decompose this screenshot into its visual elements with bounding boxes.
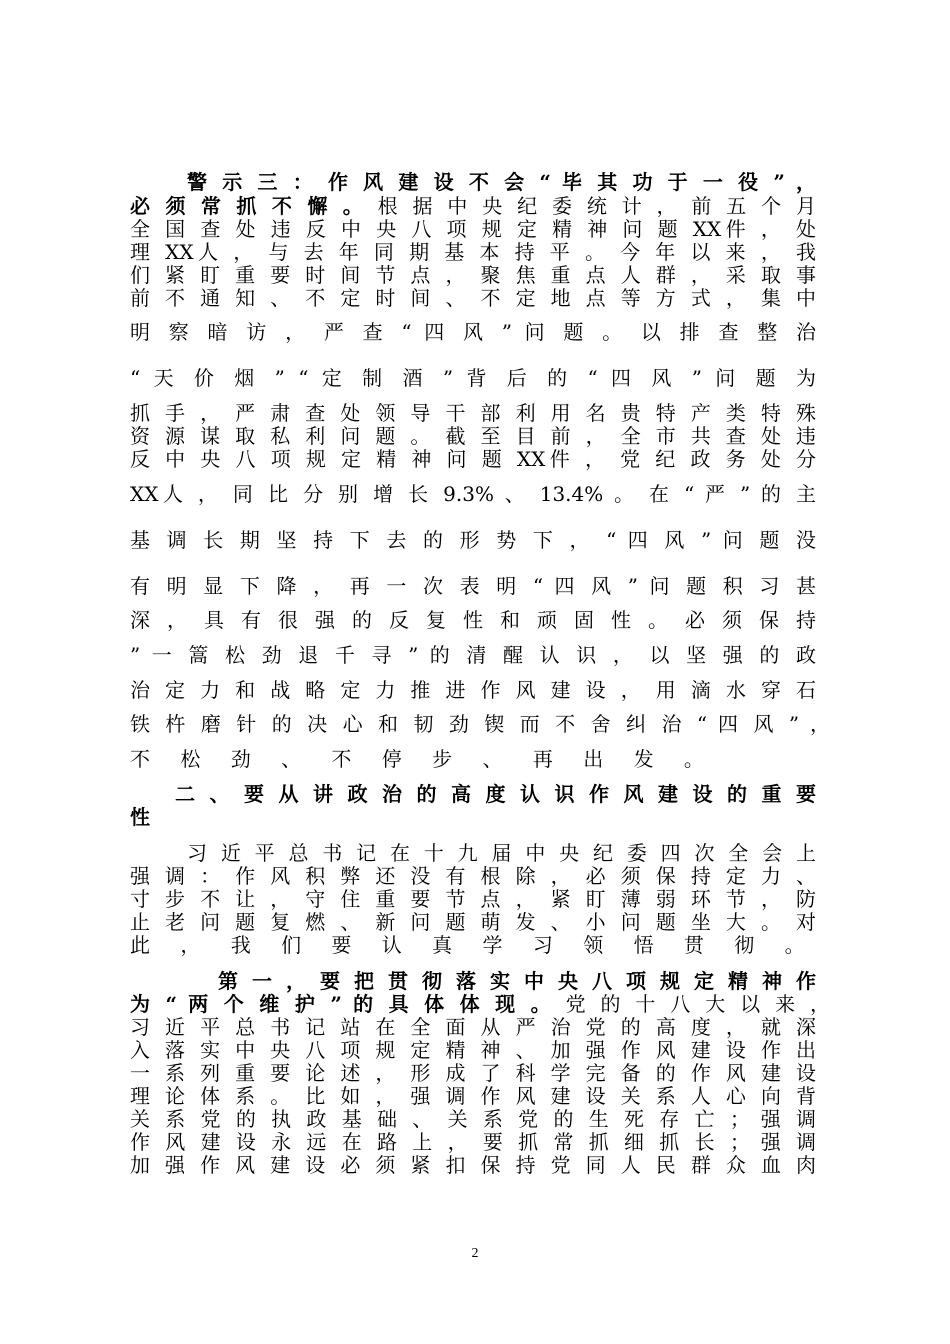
text-line: 作 风 建 设 永 远 在 路 上 ， 要 抓 常 抓 细 抓 长 ； 强 调 [130, 1130, 816, 1154]
text-line [130, 194, 816, 218]
section-heading: 二 、 要 从 讲 政 治 的 高 度 认 识 作 风 建 设 的 重 要 [175, 782, 816, 806]
text-line: 资 源 谋 取 私 利 问 题 。 截 至 目 前 ， 全 市 共 查 处 违 [130, 424, 816, 448]
text-line: 们 紧 盯 重 要 时 间 节 点 ， 聚 焦 重 点 人 群 ， 采 取 事 [130, 263, 816, 287]
text-line: 加 强 作 风 建 设 必 须 紧 扣 保 持 党 同 人 民 群 众 血 肉 [130, 1153, 816, 1177]
text-line: 关 系 党 的 执 政 基 础 、 关 系 党 的 生 死 存 亡 ； 强 调 [130, 1107, 816, 1131]
text-line: XX人 ， 同 比 分 别 增 长 9.3% 、 13.4% 。 在 “ 严 ” 的 主 [130, 482, 816, 506]
text-line: 深 ， 具 有 很 强 的 反 复 性 和 顽 固 性 。 必 须 保 持 [130, 608, 816, 632]
warning-three-heading: 警 示 三 ： 作 风 建 设 不 会 “ 毕 其 功 于 一 役 ” ， [187, 170, 816, 194]
text-line: 抓 手 ， 严 肃 查 处 领 导 干 部 利 用 名 贵 特 产 类 特 殊 [130, 401, 816, 425]
text-span: 党 的 十 八 大 以 来 ， [565, 992, 831, 1016]
text-line: 反 中 央 八 项 规 定 精 神 问 题 XX件 ， 党 纪 政 务 处 分 [130, 447, 816, 471]
text-line: 习 近 平 总 书 记 站 在 全 面 从 严 治 党 的 高 度 ， 就 深 [130, 1015, 816, 1039]
text-line: 寸 步 不 让 ， 守 住 重 要 节 点 ， 紧 盯 薄 弱 环 节 ， 防 [130, 887, 816, 911]
text-line: 习 近 平 总 书 记 在 十 九 届 中 央 纪 委 四 次 全 会 上 [187, 841, 816, 865]
text-line: “ 天 价 烟 ” “ 定 制 酒 ” 背 后 的 “ 四 风 ” 问 题 为 [130, 366, 816, 390]
text-line: 入 落 实 中 央 八 项 规 定 精 神 、 加 强 作 风 建 设 作 出 [130, 1038, 816, 1062]
text-line: 理 论 体 系 。 比 如 ， 强 调 作 风 建 设 关 系 人 心 向 背 [130, 1084, 816, 1108]
point-one-bold-lead: 为 “ 两 个 维 护 ” 的 具 体 体 现 。 [130, 992, 555, 1016]
text-line: 强 调 ： 作 风 积 弊 还 没 有 根 除 ， 必 须 保 持 定 力 、 [130, 864, 816, 888]
text-line: 此 ， 我 们 要 认 真 学 习 领 悟 贯 彻 。 [130, 933, 817, 957]
text-line: 明 察 暗 访 ， 严 查 “ 四 风 ” 问 题 。 以 排 查 整 治 [130, 320, 816, 344]
text-line: 理 XX人 ， 与 去 年 同 期 基 本 持 平 。 今 年 以 来 ， 我 [130, 240, 816, 264]
page-number: 2 [471, 1246, 479, 1261]
text-line: 止 老 问 题 复 燃 、 新 问 题 萌 发 、 小 问 题 坐 大 。 对 [130, 910, 816, 934]
text-line: 前 不 通 知 、 不 定 时 间 、 不 定 地 点 等 方 式 ， 集 中 [130, 286, 816, 310]
text-line: 基 调 长 期 坚 持 下 去 的 形 势 下 ， “ 四 风 ” 问 题 没 [130, 528, 816, 552]
text-line: 全 国 查 处 违 反 中 央 八 项 规 定 精 神 问 题 XX件 ， 处 [130, 217, 816, 241]
point-one-heading: 第 一 ， 要 把 贯 彻 落 实 中 央 八 项 规 定 精 神 作 [218, 969, 816, 993]
warning-three-bold-lead: 必 须 常 抓 不 懈 。 [130, 194, 368, 218]
text-line: 治 定 力 和 战 略 定 力 推 进 作 风 建 设 ， 用 滴 水 穿 石 [130, 678, 816, 702]
text-line [130, 992, 830, 1016]
section-heading-cont: 性 [130, 805, 162, 829]
text-line: 不 松 劲 、 不 停 步 、 再 出 发 。 [130, 747, 716, 771]
text-line: 铁 杵 磨 针 的 决 心 和 韧 劲 锲 而 不 舍 纠 治 “ 四 风 ” ， [130, 712, 830, 736]
text-line: 一 系 列 重 要 论 述 ， 形 成 了 科 学 完 备 的 作 风 建 设 [130, 1061, 816, 1085]
text-span: 根 据 中 央 纪 委 统 计 ， 前 五 个 月 [377, 194, 817, 218]
text-line: ” 一 篙 松 劲 退 千 寻 ” 的 清 醒 认 识 ， 以 坚 强 的 政 [130, 643, 816, 667]
text-line: 有 明 显 下 降 ， 再 一 次 表 明 “ 四 风 ” 问 题 积 习 甚 [130, 574, 816, 598]
